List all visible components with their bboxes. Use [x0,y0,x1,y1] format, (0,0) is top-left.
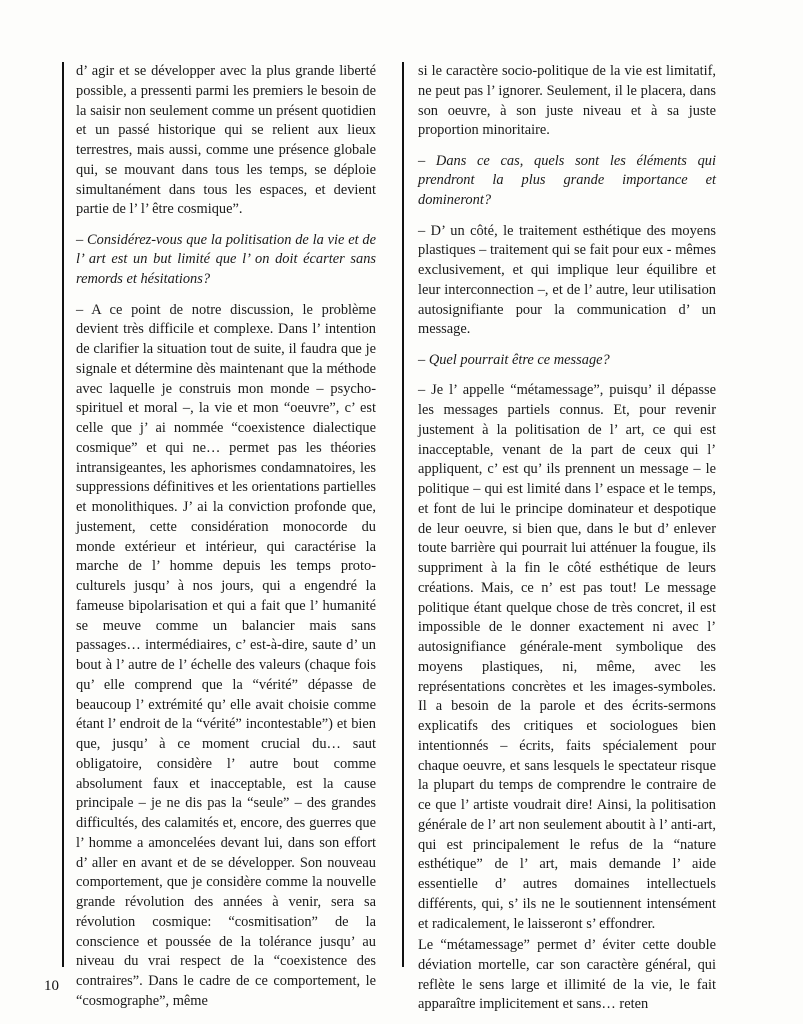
dash-marker: – [76,301,84,318]
interview-question [418,351,716,371]
left-text-column [62,62,382,1009]
paragraph-gap [76,222,376,231]
interview-answer [418,222,716,341]
answer-text: D’ un côté, le traitement esthétique des moyens plastiques – traitement qui se fait pour eux - mêmes exclusivement, et qui implique leur équilibre et leur interconnection –, et de l’ autre, leur utilisation autosignifiante pour la communication d’ un message. [418,222,716,338]
question-text: Quel pourrait être ce message? [428,351,610,368]
question-text: Dans ce cas, quels sont les éléments qui prendront la plus grande importance et domineront? [418,152,716,209]
dash-marker: – [418,351,426,368]
dash-marker: – [76,231,84,248]
dash-marker: – [418,222,426,239]
dash-marker: – [418,382,426,399]
answer-continuation: Le “métamessage” permet d’ éviter cette double déviation mortelle, car son caractère général, qui reflète le sens large et illimité de la vie, le fait apparaître implicitement et sans… reten [418,937,716,1013]
right-text-column [402,62,722,1013]
answer-text: A ce point de notre discussion, le problème devient très difficile et complexe. Dans l’ intention de clarifier la situation tout de suite, il faudra que je signale et détermine dès maintenant que la méthode avec laquelle je construis mon monde – psycho-spirituel et moral –, la vie et mon “oeuvre”, c’ est celle que j’ ai nommée “coexistence dialectique cosmique” et qui ne… permet pas les théories intransigeantes, les aphorismes condamnatoires, les suppressions définitives et les orientations partielles et monolithiques. J’ ai la conviction profonde que, justement, cette considération monocorde du monde extérieur et intérieur, qui caractérise la marche de l’ homme depuis les temps proto-culturels jusqu’ à nos jours, qui a engendré la fameuse bipolarisation et qui a fait que l’ humanité se meuve comme un balancier mais sans passages… intermédiaires, c’ est-à-dire, saute d’ un bout à l’ autre de l’ échelle des valeurs (chaque fois qu’ elle comprend que la “vérité” dépasse de beaucoup l’ extrémité qu’ elle avait choisie comme étant l’ endroit de la “vérité” incontestable”) et bien que, jusqu’ à ce moment crucial du… saut obligatoire, considère l’ autre bout comme absolument faux et inacceptable, est la cause principale – je ne dis pas la “seule” – des grandes difficultés, des calamités et, encore, des guerres que l’ homme a amoncelées devant lui, dans son effort d’ aller en avant et de se développer. Son nouveau comportement, que je considère comme la nouvelle grande révolution des années à venir, sera sa révolution cosmique: “cosmitisation” de la conscience et poussée de la tolérance jusqu’ au niveau du vrai respect de la “coexistence des contraires”. Dans le cadre de ce comportement, le “cosmographe”, même [76,301,376,1009]
paragraph-continuation: si le caractère socio-politique de la vie est limitatif, ne peut pas l’ ignorer. Seulement, il le placera, dans son oeuvre, à son juste niveau et à sa juste proportion minoritaire. [418,63,716,139]
paragraph-gap [418,143,716,152]
paragraph-gap [418,342,716,351]
page-number: 10 [44,978,59,994]
interview-answer [418,381,716,934]
interview-question [418,152,716,211]
paragraph-continuation: d’ agir et se développer avec la plus grande liberté possible, a pressenti parmi les premiers le besoin de la saisir non seulement comme un présent quotidien et un passé historique qui se relient aux lieux terrestres, mais aussi, comme une présence globale qui, se mouvant dans tous les temps, se déploie simultanément dans tous les espaces, et devient partie de l’ l’ être cosmique”. [76,63,376,218]
interview-answer [76,301,376,1012]
question-text: Considérez-vous que la politisation de la vie et de l’ art est un but limité que l’ on doit écarter sans remords et hésitations? [76,231,376,288]
interview-question [76,231,376,290]
paragraph-gap [76,292,376,301]
answer-text: Je l’ appelle “métamessage”, puisqu’ il dépasse les messages partiels connus. Et, pour revenir justement à la politisation de l’ art, ce qui est inacceptable, venant de la part de ceux qui l’ appliquent, c’ est qu’ ils prennent un message – le politique – qui est limité dans l’ espace et le temps, et font de lui le principe dominateur et despotique de leur oeuvre, si bien que, dans le but d’ enlever toute barrière qui pourrait lui atténuer la fougue, ils suppriment à la fin le côté esthétique de leurs créations. Mais, ce n’ est pas tout! Le message politique étant quelque chose de très concret, il est impossible de le donner exactement ni avec l’ autosignifiance générale-ment symbolique des moyens plastiques, ni, même, avec les représentations concrètes et les images-symboles. Il a besoin de la parole et des écrits-sermons explicatifs des critiques et sociologues bien intentionnés – écrits, faits spécialement pour chaque oeuvre, et sans lesquels le spectateur risque la plupart du temps de comprendre le contraire de ce que l’ artiste voudrait dire! Ainsi, la politisation générale de l’ art non seulement aboutit à l’ anti-art, qui est principalement le refus de la “nature esthétique” de l’ art, mais demande l’ aide essentielle d’ autres domaines intellectuels différents, qui, s’ ils ne le soutiennent intensément et radicalement, le laisseront s’ effondrer. [418,382,716,932]
dash-marker: – [418,152,426,169]
paragraph-gap [418,372,716,381]
paragraph-gap [418,213,716,222]
two-column-text-body [62,62,742,1013]
